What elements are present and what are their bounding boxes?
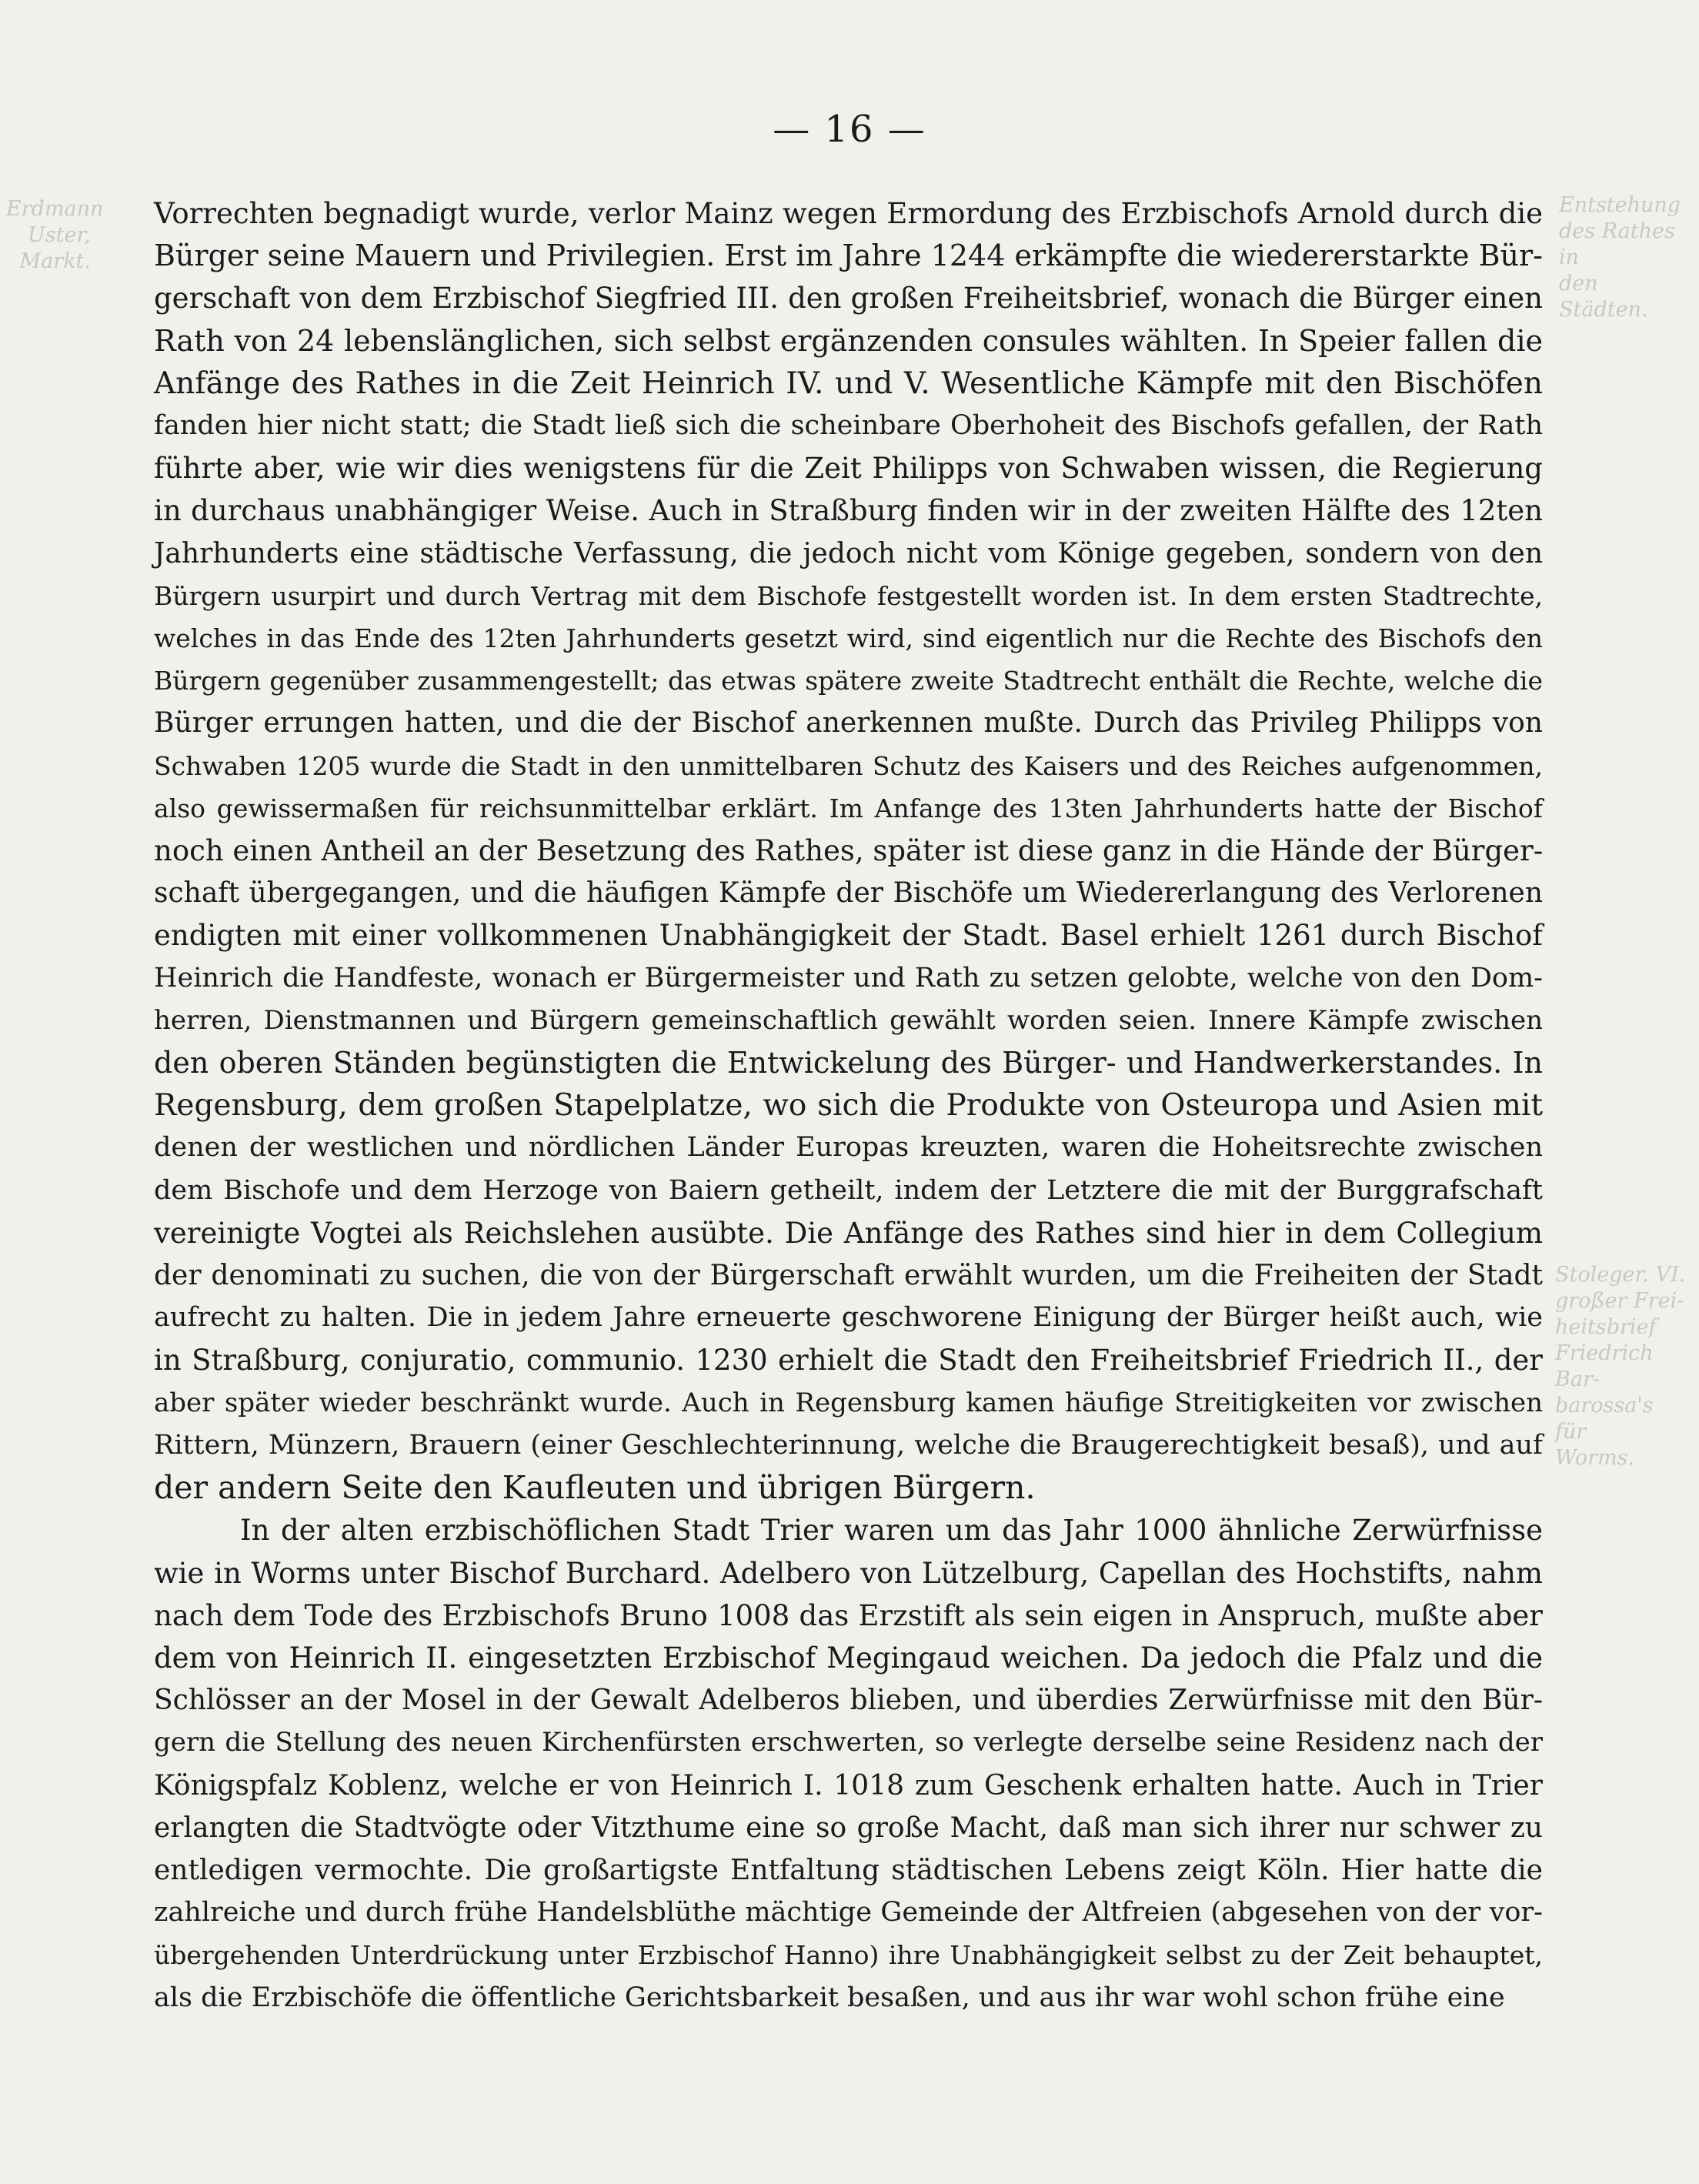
text-line: Königspfalz Koblenz, welche er von Heinrich I. 1018 zum Geschenk erhalten hatte. Auch in Trier — [154, 1769, 1543, 1802]
text-line: Rath von 24 lebenslänglichen, sich selbst ergänzenden consules wählten. In Speier fallen die — [154, 323, 1543, 358]
text-line: dem von Heinrich II. eingesetzten Erzbischof Megingaud weichen. Da jedoch die Pfalz und die — [154, 1641, 1543, 1675]
text-line: denen der westlichen und nördlichen Länder Europas kreuzten, waren die Hoheitsrechte zwischen — [154, 1132, 1543, 1164]
text-line: führte aber, wie wir dies wenigstens für die Zeit Philipps von Schwaben wissen, die Regierung — [154, 452, 1543, 486]
text-line: Regensburg, dem großen Stapelplatze, wo sich die Produkte von Osteuropa und Asien mit — [154, 1088, 1543, 1124]
text-line: vereinigte Vogtei als Reichslehen ausübte. Die Anfänge des Rathes sind hier in dem Collegium — [154, 1216, 1543, 1250]
text-line: zahlreiche und durch frühe Handelsblüthe mächtige Gemeinde der Altfreien (abgesehen von der vor- — [154, 1897, 1543, 1929]
show-through-line: Friedrich Bar- — [1555, 1341, 1654, 1391]
text-line: Bürger seine Mauern und Privilegien. Erst im Jahre 1244 erkämpfte die wiedererstarkte Bür- — [154, 239, 1543, 273]
text-line: In der alten erzbischöflichen Stadt Trier waren um das Jahr 1000 ähnliche Zerwürfnisse — [240, 1514, 1543, 1548]
text-line: nach dem Tode des Erzbischofs Bruno 1008 das Erzstift als sein eigen in Anspruch, mußte aber — [154, 1598, 1543, 1632]
text-line: welches in das Ende des 12ten Jahrhunderts gesetzt wird, sind eigentlich nur die Rechte des Bischofs den — [154, 623, 1543, 654]
text-line: wie in Worms unter Bischof Burchard. Adelbero von Lützelburg, Capellan des Hochstifts, nahm — [154, 1556, 1543, 1590]
text-line: schaft übergegangen, und die häufigen Kämpfe der Bischöfe um Wiedererlangung des Verlorenen — [154, 877, 1543, 910]
text-line: Rittern, Münzern, Brauern (einer Geschlechterinnung, welche die Braugerechtigkeit besaß), und auf — [154, 1429, 1543, 1461]
text-line: aufrecht zu halten. Die in jedem Jahre erneuerte geschworene Einigung der Bürger heißt auch, wie — [154, 1302, 1543, 1334]
text-line: der andern Seite den Kaufleuten und übrigen Bürgern. — [154, 1469, 1036, 1507]
text-line: also gewissermaßen für reichsunmittelbar erklärt. Im Anfange des 13ten Jahrhunderts hatte der Bischof — [154, 793, 1543, 823]
paragraph — [154, 192, 1543, 1509]
show-through-line: Entstehung — [1559, 193, 1681, 217]
show-through-line: Worms. — [1555, 1446, 1635, 1470]
text-line: Vorrechten begnadigt wurde, verlor Mainz wegen Ermordung des Erzbischofs Arnold durch die — [154, 197, 1543, 230]
paragraph — [154, 1509, 1543, 2019]
text-line: endigten mit einer vollkommenen Unabhängigkeit der Stadt. Basel erhielt 1261 durch Bischof — [154, 919, 1543, 953]
text-line: übergehenden Unterdrückung unter Erzbischof Hanno) ihre Unabhängigkeit selbst zu der Zeit behauptet, — [154, 1940, 1543, 1971]
text-line: noch einen Antheil an der Besetzung des Rathes, später ist diese ganz in die Hände der Bürger- — [154, 834, 1544, 868]
text-line: als die Erzbischöfe die öffentliche Gerichtsbarkeit besaßen, und aus ihr war wohl schon frühe eine — [154, 1982, 1505, 2013]
text-line: Jahrhunderts eine städtische Verfassung, die jedoch nicht vom Könige gegeben, sondern von den — [154, 537, 1543, 569]
text-line: Bürgern gegenüber zusammengestellt; das etwas spätere zweite Stadtrecht enthält die Rechte, welche die — [154, 666, 1543, 696]
text-line: in durchaus unabhängiger Weise. Auch in Straßburg finden wir in der zweiten Hälfte des 12ten — [154, 494, 1543, 528]
text-line: in Straßburg, conjuratio, communio. 1230 erhielt die Stadt den Freiheitsbrief Friedrich II., der — [154, 1344, 1543, 1378]
text-line: der denominati zu suchen, die von der Bürgerschaft erwählt wurden, um die Freiheiten der Stadt — [154, 1260, 1543, 1292]
text-line: aber später wieder beschränkt wurde. Auch in Regensburg kamen häufige Streitigkeiten vor zwischen — [154, 1387, 1543, 1418]
text-line: Schlösser an der Mosel in der Gewalt Adelberos blieben, und überdies Zerwürfnisse mit den Bür- — [154, 1685, 1543, 1717]
text-line: gerschaft von dem Erzbischof Siegfried III. den großen Freiheitsbrief, wonach die Bürger einen — [154, 282, 1543, 316]
show-through-line: Erdmann Uster, — [6, 197, 104, 247]
text-line: dem Bischofe und dem Herzoge von Baiern getheilt, indem der Letztere die mit der Burggrafschaft — [154, 1174, 1543, 1206]
show-through-line: den Städten. — [1559, 272, 1648, 322]
text-line: Anfänge des Rathes in die Zeit Heinrich IV. und V. Wesentliche Kämpfe mit den Bischöfen — [154, 366, 1543, 401]
show-through-line: heitsbrief — [1555, 1315, 1657, 1339]
text-line: den oberen Ständen begünstigten die Entwickelung des Bürger- und Handwerkerstandes. In — [154, 1046, 1543, 1080]
text-line: Heinrich die Handfeste, wonach er Bürgermeister und Rath zu setzen gelobte, welche von den Dom- — [154, 962, 1543, 993]
text-line: Schwaben 1205 wurde die Stadt in den unmittelbaren Schutz des Kaisers und des Reiches aufgenommen, — [154, 750, 1543, 781]
text-line: Bürger errungen hatten, und die der Bischof anerkennen mußte. Durch das Privileg Philipps von — [154, 707, 1543, 740]
text-line: erlangten die Stadtvögte oder Vitzthume eine so große Macht, daß man sich ihrer nur schwer zu — [154, 1812, 1543, 1844]
text-line: Bürgern usurpirt und durch Vertrag mit dem Bischofe festgestellt worden ist. In dem ersten Stadtrechte, — [154, 580, 1543, 611]
show-through-line: Markt. — [19, 249, 91, 273]
text-line: gern die Stellung des neuen Kirchenfürsten erschwerten, so verlegte derselbe seine Residenz nach der — [154, 1727, 1543, 1758]
show-through-line: barossa's für — [1555, 1394, 1654, 1444]
page-number: — 16 — — [773, 108, 926, 151]
show-through-left — [6, 196, 104, 275]
show-through-right-bottom — [1555, 1262, 1690, 1471]
text-line: entledigen vermochte. Die großartigste Entfaltung städtischen Lebens zeigt Köln. Hier hatte die — [154, 1854, 1543, 1886]
show-through-line: des Rathes in — [1559, 219, 1675, 269]
show-through-line: großer Frei- — [1555, 1289, 1684, 1313]
body-text — [154, 192, 1543, 2019]
text-line: herren, Dienstmannen und Bürgern gemeinschaftlich gewählt worden seien. Innere Kämpfe zwischen — [154, 1004, 1543, 1036]
text-line: fanden hier nicht statt; die Stadt ließ sich die scheinbare Oberhoheit des Bischofs gefallen, der Rath — [154, 410, 1543, 442]
show-through-line: Stoleger. VI. — [1555, 1263, 1686, 1287]
show-through-right-top — [1559, 192, 1690, 323]
